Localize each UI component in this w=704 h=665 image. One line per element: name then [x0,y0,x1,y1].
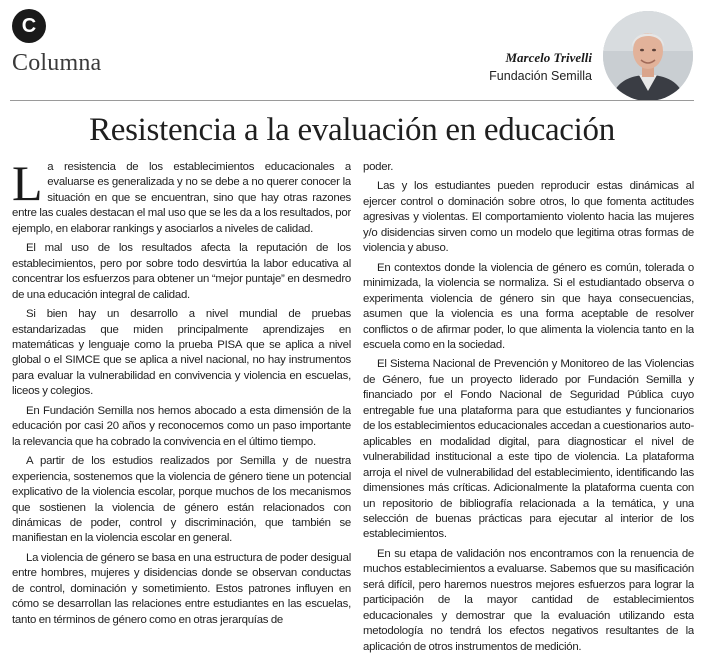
header-divider [10,100,694,101]
paragraph-4: En Fundación Semilla nos hemos abocado a esta dimensión de la educación por casi 20 años y reconocemos como un paso importante la relevancia que ha cobrado la convivencia en el último tiempo. [12,404,351,448]
article-column-right [363,160,694,660]
paragraph-10: En su etapa de validación nos encontramos con la renuencia de muchos establecimientos a evaluarse. Sabemos que su masificación será difícil, pero haremos nuestros mejores esfuerzos para lograr la participación de la mayor cantidad de establecimientos educacionales y demostrar que la evaluación utilizando esta metodología no tendrá los efectos negativos resultantes de la aplicación de otros instrumentos de medición. [363,547,694,653]
author-organization: Fundación Semilla [489,69,592,83]
paragraph-8: En contextos donde la violencia de género es común, tolerada o minimizada, la violencia se normaliza. Si el estudiantado observa o experimenta violencia de género sin que haya consecuencias, asumen que la violencia es una forma aceptable de resolver conflictos o de afirmar poder, lo que alimenta la violencia tanto en la escuela como en la sociedad. [363,261,694,351]
author-byline [489,50,592,83]
article-column-left [12,160,351,660]
author-photo [603,11,693,101]
article-title: Resistencia a la evaluación en educación [89,112,615,148]
author-name: Marcelo Trivelli [505,50,592,65]
section-name: Columna [12,50,102,76]
drop-cap: L [12,160,43,211]
paragraph-1: La resistencia de los establecimientos educacionales a evaluarse es generalizada y no se debe a no querer conocer la situación en que se encuentran, sino que hay otras razones entre las cuales destacan el mal uso que se les da a los resultados, por ejemplo, en elaborar rankings y asociarlos a niveles de calidad. [12,160,351,235]
paragraph-2: El mal uso de los resultados afecta la reputación de los establecimientos, pero por sobre todo desvirtúa la labor educativa al concentrar los esfuerzos para obtener un “mejor puntaje” en desmedro de una educación integral de calidad. [12,242,351,301]
paragraph-9: El Sistema Nacional de Prevención y Monitoreo de las Violencias de Género, fue un proyecto liderado por Fundación Semilla y financiado por el Fondo Nacional de Seguridad Pública cuyo entregable fue una plataforma para que estudiantes y funcionarios de los establecimientos educacionales accedan a cuestionarios auto-aplicables en modalidad digital, para diagnosticar el nivel de vulnerabilidad institucional a este tipo de violencia. La plataforma arroja el nivel de vulnerabilidad del establecimiento, identificando las dimensiones más críticas. Adicionalmente la plataforma cuenta con un repositorio de bibliografía relacionada a la temática, y una selección de buenas prácticas para ejecutar al interior de los establecimientos. [363,358,694,541]
paragraph-7: Las y los estudiantes pueden reproducir estas dinámicas al ejercer control o dominación sobre otros, lo que fomenta actitudes agresivas y violentas. El comportamiento violento hacia las mujeres y/o disidencias sirven como un modelo que legitima otras formas de violencia y abuso. [363,180,694,255]
paragraph-6: La violencia de género se basa en una estructura de poder desigual entre hombres, mujeres y disidencias donde se observan conductas de control, dominación y sometimiento. Estos patrones influyen en cómo se desarrollan las relaciones entre estudiantes en las escuelas, tanto en términos de género como en otras jerarquías de [12,551,351,626]
paragraph-5: A partir de los estudios realizados por Semilla y de nuestra experiencia, sostenemos que la violencia de género tiene un potencial explicativo de la violencia escolar, porque muchos de los mecanismos que sostienen la violencia de género están relacionados con dinámicas de poder, control y discriminación, que también se manifiestan en la violencia escolar en general. [12,455,351,545]
section-badge: C [12,9,46,43]
paragraph-3: Si bien hay un desarrollo a nivel mundial de pruebas estandarizadas que miden principalmente aprendizajes en matemáticas y lenguaje como la prueba PISA que se aplica a nivel global o el SIMCE que se aplica a nivel nacional, no hay instrumentos para evaluar la vulnerabilidad en convivencia y violencia en escuelas, liceos y colegios. [12,308,351,398]
paragraph-continuation: poder. [363,161,394,173]
